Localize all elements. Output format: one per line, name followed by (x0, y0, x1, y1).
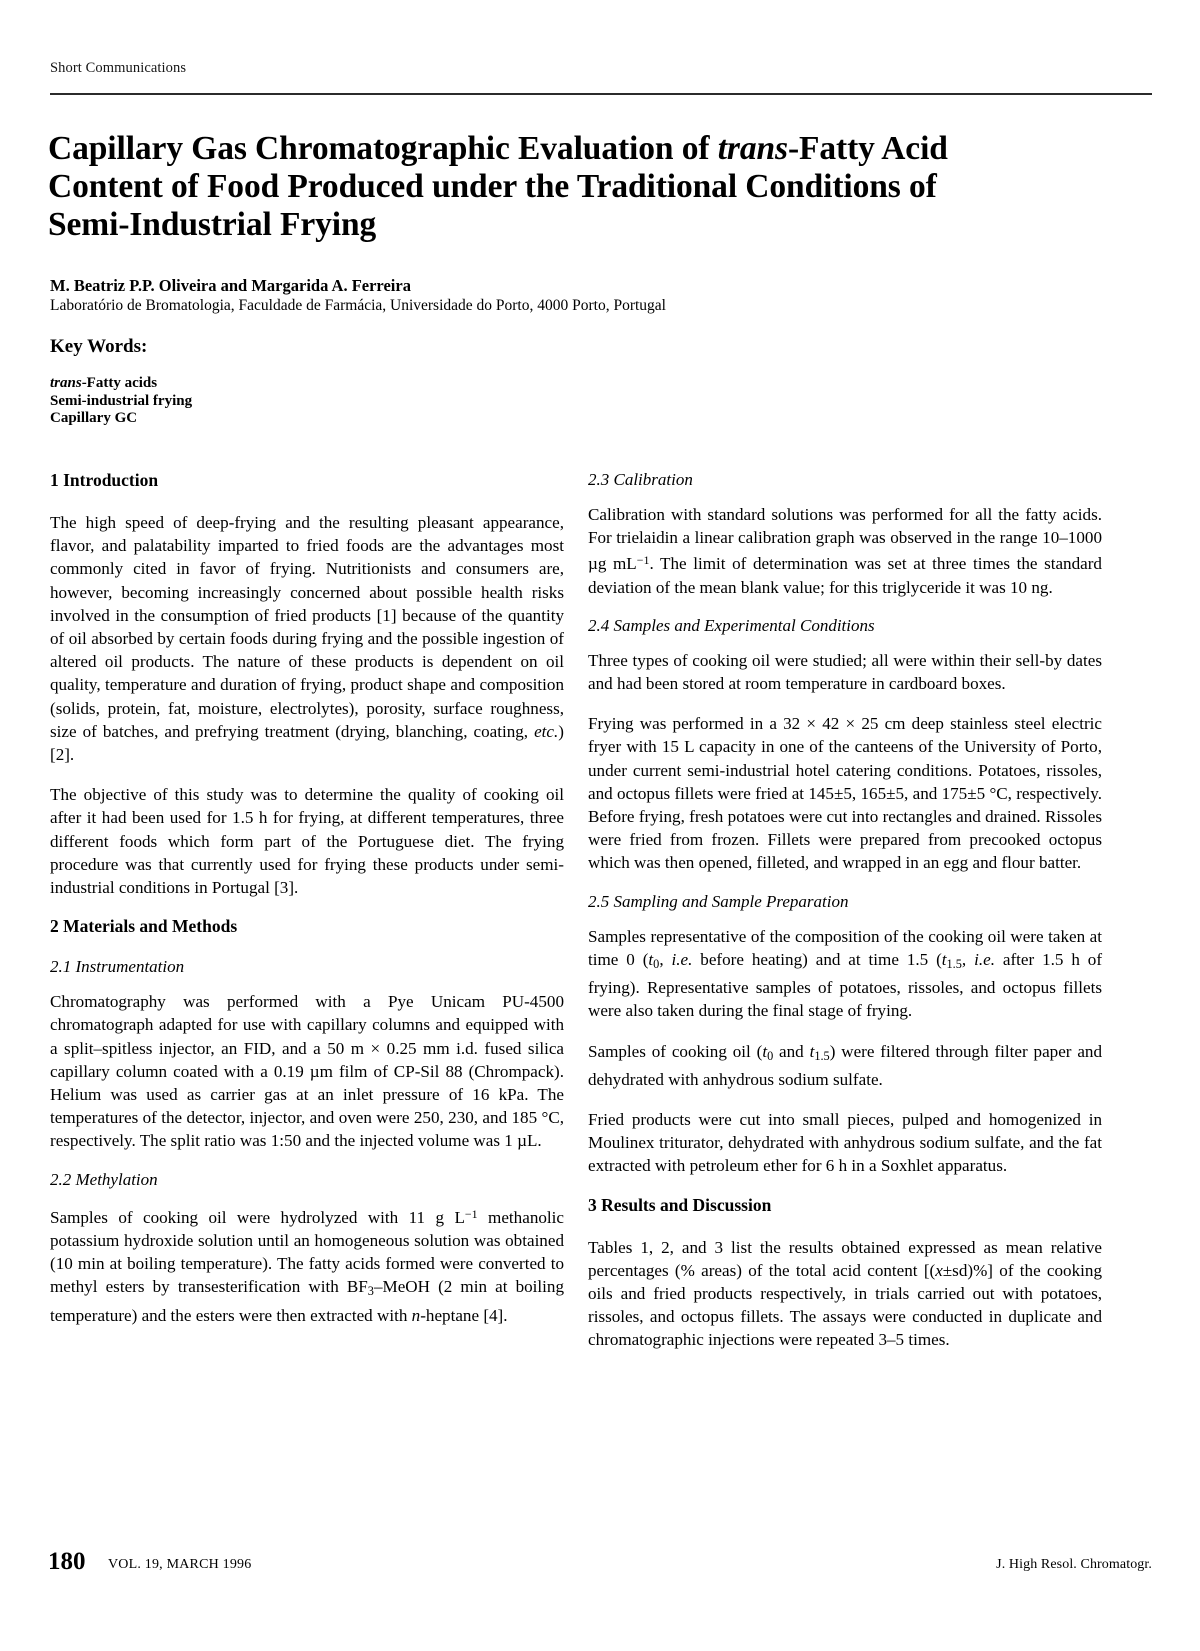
page-title (48, 130, 1158, 244)
paragraph-fried-products: Fried products were cut into small pieces, pulped and homogenized in Moulinex triturator, dehydrated with anhydrous sodium sulfate, and the fat extracted with petroleum ether for 6 h in a Soxhlet apparatus. (588, 1110, 1102, 1176)
calibration-text-b: . The limit of determination was set at three times the standard deviation of the mean blank value; for this triglyceride it was 10 ng. (588, 554, 1102, 597)
paragraph-intro-1 (50, 511, 564, 766)
paragraph-methylation (50, 1203, 564, 1327)
left-column (50, 470, 564, 1327)
affiliation: Laboratório de Bromatologia, Faculdade de Farmácia, Universidade do Porto, 4000 Porto, Portugal (50, 297, 666, 314)
keyword-item-1 (50, 375, 192, 393)
methylation-text-c: –MeOH (2 min at boiling temperature) and the esters were then extracted with (50, 1277, 565, 1325)
methylation-text-b: methanolic potassium hydroxide solution until an homogeneous solution was obtained (10 min at boiling temperature). The fatty acids formed were converted to methyl esters by transesterification with BF (50, 1207, 564, 1297)
issue-info: VOL. 19, MARCH 1996 (108, 1557, 252, 1572)
author-list: M. Beatriz P.P. Oliveira and Margarida A. Ferreira (50, 276, 411, 295)
page-number: 180 (48, 1548, 86, 1575)
title-line2: Content of Food Produced under the Traditional Conditions of (48, 168, 937, 206)
paragraph-results (588, 1236, 1102, 1352)
sampling-t0-sub: 0 (653, 956, 660, 971)
section-heading-introduction: 1 Introduction (50, 470, 159, 490)
sampling-text-e: after 1.5 h of frying). Representative samples of potatoes, rissoles, and octopus fillets were also taken during the final stage of frying. (588, 949, 1103, 1021)
paragraph-intro-1-text: The high speed of deep-frying and the resulting pleasant appearance, flavor, and palatability imparted to fried foods are the advantages most commonly cited in favor of frying. Nutritionists and consumers are, however, becoming increasingly concerned about possible health risks involved in the consumption of fried products [1] because of the quantity of oil absorbed by certain foods during frying and the possible ingestion of altered oil products. The nature of these products is dependent on oil quality, temperature and duration of frying, product shape and composition (solids, protein, fat, moisture, electrolytes), porosity, surface roughness, size of batches, and prefrying treatment (drying, blanching, coating, (50, 513, 564, 741)
calibration-sup: −1 (636, 553, 650, 568)
paragraph-filtration (588, 1040, 1102, 1091)
results-text-b: ±sd)%] of the cooking oils and fried products respectively, in trials carried out with potatoes, rissoles, and octopus fillets. The assays were conducted in duplicate and chromatographic injections were repeated 3–5 times. (588, 1260, 1102, 1350)
section-heading-results-discussion: 3 Results and Discussion (588, 1194, 772, 1215)
filtration-text-b: and (773, 1041, 810, 1061)
filtration-t15: t (809, 1041, 815, 1061)
title-line1-part1: Capillary Gas Chromatographic Evaluation of (48, 130, 718, 168)
paragraph-calibration (588, 503, 1102, 599)
sampling-text-b: , (659, 949, 672, 969)
keyword-item-2: Semi-industrial frying (50, 392, 193, 409)
sampling-t0: t (648, 949, 654, 969)
title-line1-italic: trans (717, 130, 788, 168)
sampling-text-c: before heating) and at time 1.5 ( (692, 949, 942, 969)
running-head: Short Communications (50, 60, 187, 76)
filtration-text-c: ) were filtered through filter paper and dehydrated with anhydrous sodium sulfate. (588, 1041, 1102, 1089)
methylation-sub-3: 3 (367, 1284, 374, 1299)
keyword-item-3: Capillary GC (50, 410, 138, 426)
subsection-heading-methylation: 2.2 Methylation (50, 1169, 158, 1189)
paragraph-samples-oils: Three types of cooking oil were studied; all were within their sell-by dates and had been stored at room temperature in cardboard boxes. (588, 650, 1102, 694)
subsection-heading-calibration: 2.3 Calibration (588, 470, 693, 489)
results-text-a: Tables 1, 2, and 3 list the results obtained expressed as mean relative percentages (% areas) of the total acid content [( (588, 1237, 1102, 1280)
filtration-t15-sub: 1.5 (814, 1048, 830, 1063)
methylation-sup-1: −1 (464, 1206, 478, 1221)
section-heading-materials-methods: 2 Materials and Methods (50, 916, 238, 937)
keywords-heading: Key Words: (50, 336, 148, 357)
filtration-t0: t (762, 1041, 768, 1061)
results-x-italic: x (935, 1260, 943, 1280)
subsection-heading-instrumentation: 2.1 Instrumentation (50, 957, 185, 977)
sampling-text-d: , (961, 949, 975, 969)
methylation-text-a: Samples of cooking oil were hydrolyzed with 11 g L (50, 1207, 465, 1227)
keyword-item-1-italic: trans (50, 375, 82, 391)
sampling-text-a: Samples representative of the composition of the cooking oil were taken at time 0 ( (588, 926, 1102, 969)
calibration-text-a: Calibration with standard solutions was performed for all the fatty acids. For trielaidin a linear calibration graph was observed in the range 10–1000 µg mL (588, 505, 1102, 574)
filtration-t0-sub: 0 (767, 1048, 774, 1063)
sampling-t15-sub: 1.5 (946, 956, 962, 971)
journal-name: J. High Resol. Chromatogr. (996, 1557, 1152, 1572)
right-column (588, 470, 1102, 1352)
filtration-text-a: Samples of cooking oil ( (588, 1041, 763, 1061)
sampling-ie-2: i.e. (974, 949, 995, 969)
subsection-heading-samples-conditions: 2.4 Samples and Experimental Conditions (588, 615, 875, 635)
paragraph-frying-conditions: Frying was performed in a 32 × 42 × 25 cm deep stainless steel electric fryer with 15 L capacity in one of the canteens of the University of Porto, under current semi-industrial hotel catering conditions. Potatoes, rissoles, and octopus fillets were fried at 145±5, 165±5, and 175±5 °C, respectively. Before frying, fresh potatoes were cut into rectangles and drained. Rissoles were fried from frozen. Fillets were prepared from precooked octopus which was then opened, filleted, and wrapped in an egg and flour batter. (588, 714, 1102, 873)
paragraph-intro-1-italic: etc. (534, 721, 559, 741)
paragraph-intro-2: The objective of this study was to determine the quality of cooking oil after it had been used for 1.5 h for frying, at different temperatures, three different foods which form part of the Portuguese diet. The frying procedure was that currently used for frying these products under semi-industrial conditions in Portugal [3]. (50, 785, 564, 898)
keywords-list (50, 375, 192, 428)
methylation-italic-n: n (411, 1305, 421, 1325)
header-rule (50, 93, 1152, 95)
subsection-heading-sampling-preparation: 2.5 Sampling and Sample Preparation (588, 891, 849, 911)
paragraph-intro-1-end: ) [2]. (50, 721, 564, 765)
paragraph-instrumentation: Chromatography was performed with a Pye Unicam PU-4500 chromatograph adapted for use with capillary columns and equipped with a split–spitless injector, an FID, and a 50 m × 0.25 mm i.d. fused silica capillary column coated with a 0.19 µm film of CP-Sil 88 (Chrompack). Helium was used as carrier gas at an inlet pressure of 16 kPa. The temperatures of the detector, injector, and oven were 250, 230, and 185 °C, respectively. The split ratio was 1:50 and the injected volume was 1 µL. (50, 992, 564, 1151)
title-line1-part2: -Fatty Acid (787, 130, 948, 168)
methylation-text-d: -heptane [4]. (420, 1305, 508, 1325)
sampling-t15: t (941, 949, 947, 969)
title-line3: Semi-Industrial Frying (48, 206, 377, 244)
sampling-ie-1: i.e. (671, 949, 693, 969)
keyword-item-1-rest: -Fatty acids (81, 375, 158, 391)
paragraph-sampling (588, 925, 1102, 1023)
